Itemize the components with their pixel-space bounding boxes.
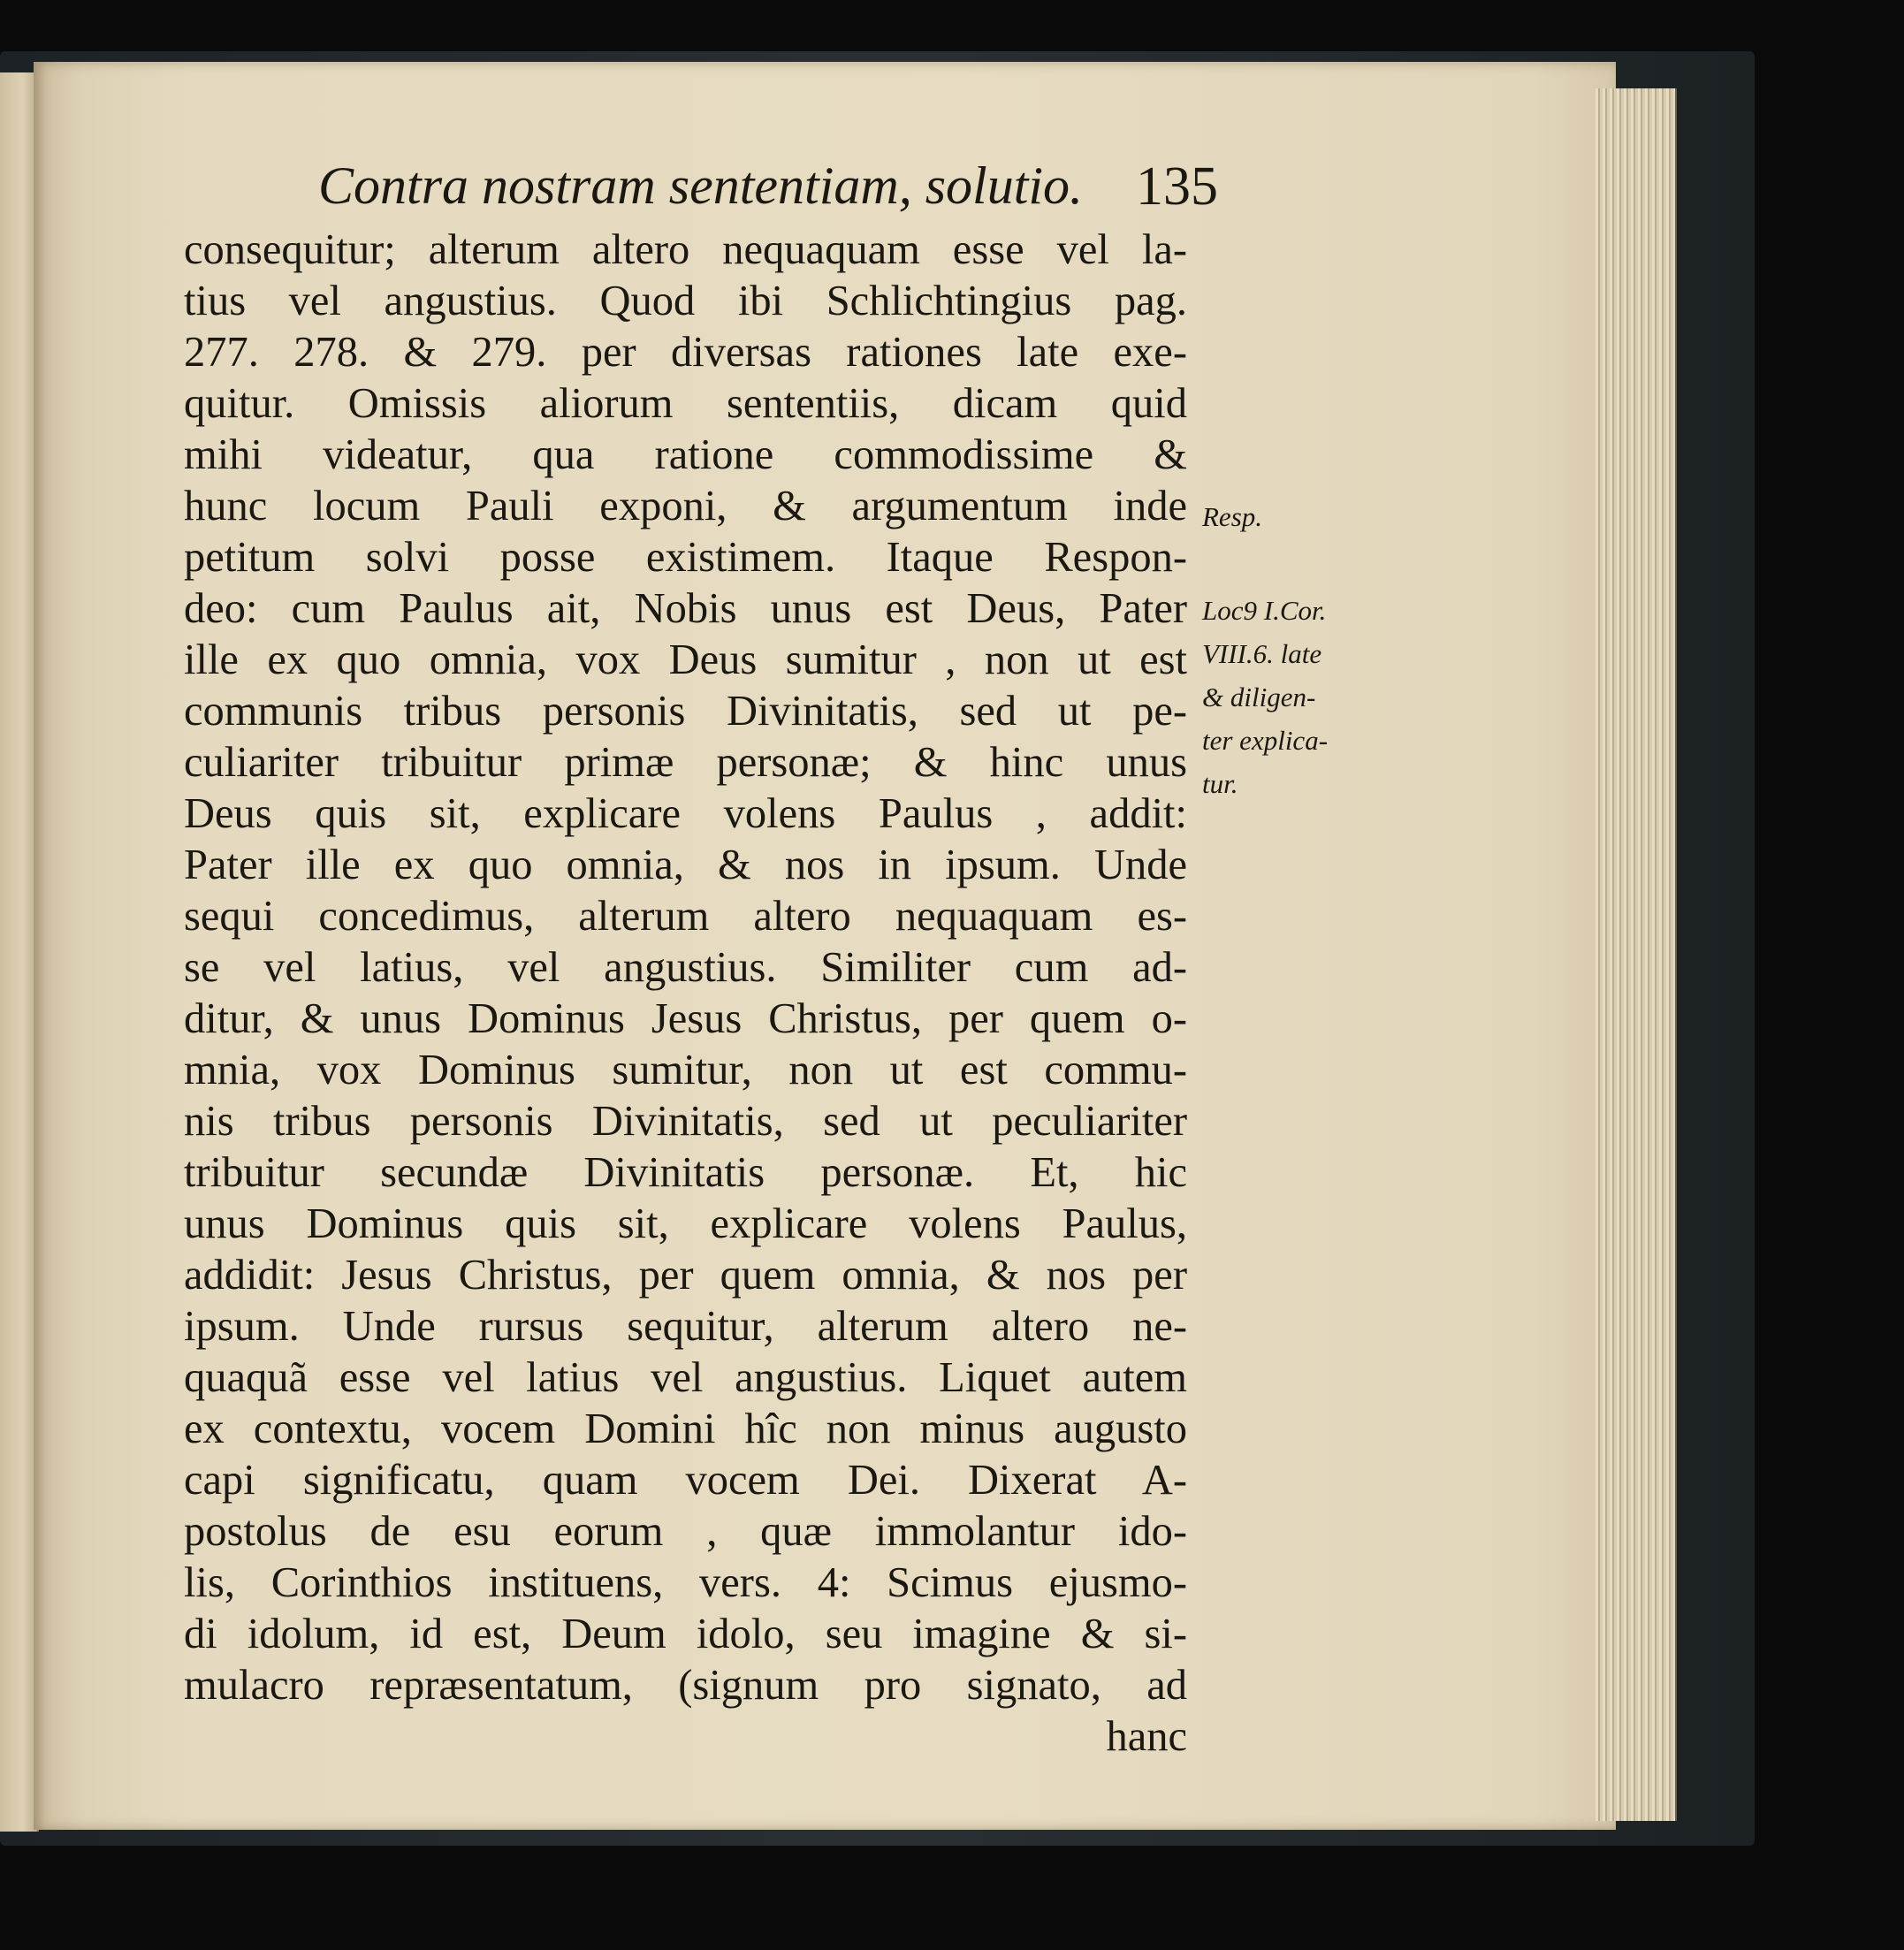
body-line: culiariter tribuitur primæ personæ; & hinc unus [184, 739, 1187, 786]
margin-note-resp: Resp. [1202, 501, 1263, 532]
body-line: lis, Corinthios instituens, vers. 4: Scimus ejusmo- [184, 1559, 1187, 1606]
body-line: ille ex quo omnia, vox Deus sumitur , non ut est [184, 636, 1187, 683]
body-line: tribuitur secundæ Divinitatis personæ. Et, hic [184, 1149, 1187, 1196]
body-line: communis tribus personis Divinitatis, sed ut pe- [184, 688, 1187, 735]
body-line: 277. 278. & 279. per diversas rationes late exe- [184, 329, 1187, 376]
body-line: se vel latius, vel angustius. Similiter cum ad- [184, 944, 1187, 991]
body-line: ditur, & unus Dominus Jesus Christus, per quem o- [184, 995, 1187, 1042]
body-line: postolus de esu eorum , quæ immolantur ido- [184, 1508, 1187, 1555]
running-head [318, 156, 1218, 223]
body-line: ex contextu, vocem Domini hîc non minus augusto [184, 1405, 1187, 1452]
body-line: Deus quis sit, explicare volens Paulus , addit: [184, 790, 1187, 837]
page-number: 135 [1136, 156, 1218, 217]
body-line: petitum solvi posse existimem. Itaque Respon- [184, 534, 1187, 581]
body-line: mulacro repræsentatum, (signum pro signato, ad [184, 1662, 1187, 1709]
margin-note: ter explica- [1202, 725, 1329, 756]
body-line: mnia, vox Dominus sumitur, non ut est commu- [184, 1047, 1187, 1093]
margin-note: VIII.6. late [1202, 638, 1322, 669]
body-line: ipsum. Unde rursus sequitur, alterum altero ne- [184, 1303, 1187, 1350]
body-line: tius vel angustius. Quod ibi Schlichtingius pag. [184, 278, 1187, 324]
body-line: nis tribus personis Divinitatis, sed ut peculiariter [184, 1098, 1187, 1145]
body-line: consequitur; alterum altero nequaquam esse vel la- [184, 226, 1187, 273]
body-line: quitur. Omissis aliorum sententiis, dicam quid [184, 380, 1187, 427]
margin-note: Loc9 I.Cor. [1202, 595, 1327, 626]
body-line: quaquã esse vel latius vel angustius. Liquet autem [184, 1354, 1187, 1401]
margin-note: tur. [1202, 768, 1238, 799]
body-line: capi significatu, quam vocem Dei. Dixerat A- [184, 1457, 1187, 1504]
body-line: hunc locum Pauli exponi, & argumentum inde [184, 483, 1187, 529]
body-line: Pater ille ex quo omnia, & nos in ipsum. Unde [184, 842, 1187, 888]
running-head-title: Contra nostram sententiam, solutio. [318, 156, 1084, 215]
body-line: unus Dominus quis sit, explicare volens Paulus, [184, 1200, 1187, 1247]
body-line: addidit: Jesus Christus, per quem omnia, & nos per [184, 1252, 1187, 1299]
page-stack-edges [1596, 88, 1677, 1821]
body-line: mihi videatur, qua ratione commodissime & [184, 431, 1187, 478]
body-line: deo: cum Paulus ait, Nobis unus est Deus, Pater [184, 585, 1187, 632]
body-line: di idolum, id est, Deum idolo, seu imagine & si- [184, 1611, 1187, 1657]
catchword: hanc [1106, 1713, 1187, 1760]
margin-note: & diligen- [1202, 682, 1316, 712]
body-line: sequi concedimus, alterum altero nequaquam es- [184, 893, 1187, 940]
